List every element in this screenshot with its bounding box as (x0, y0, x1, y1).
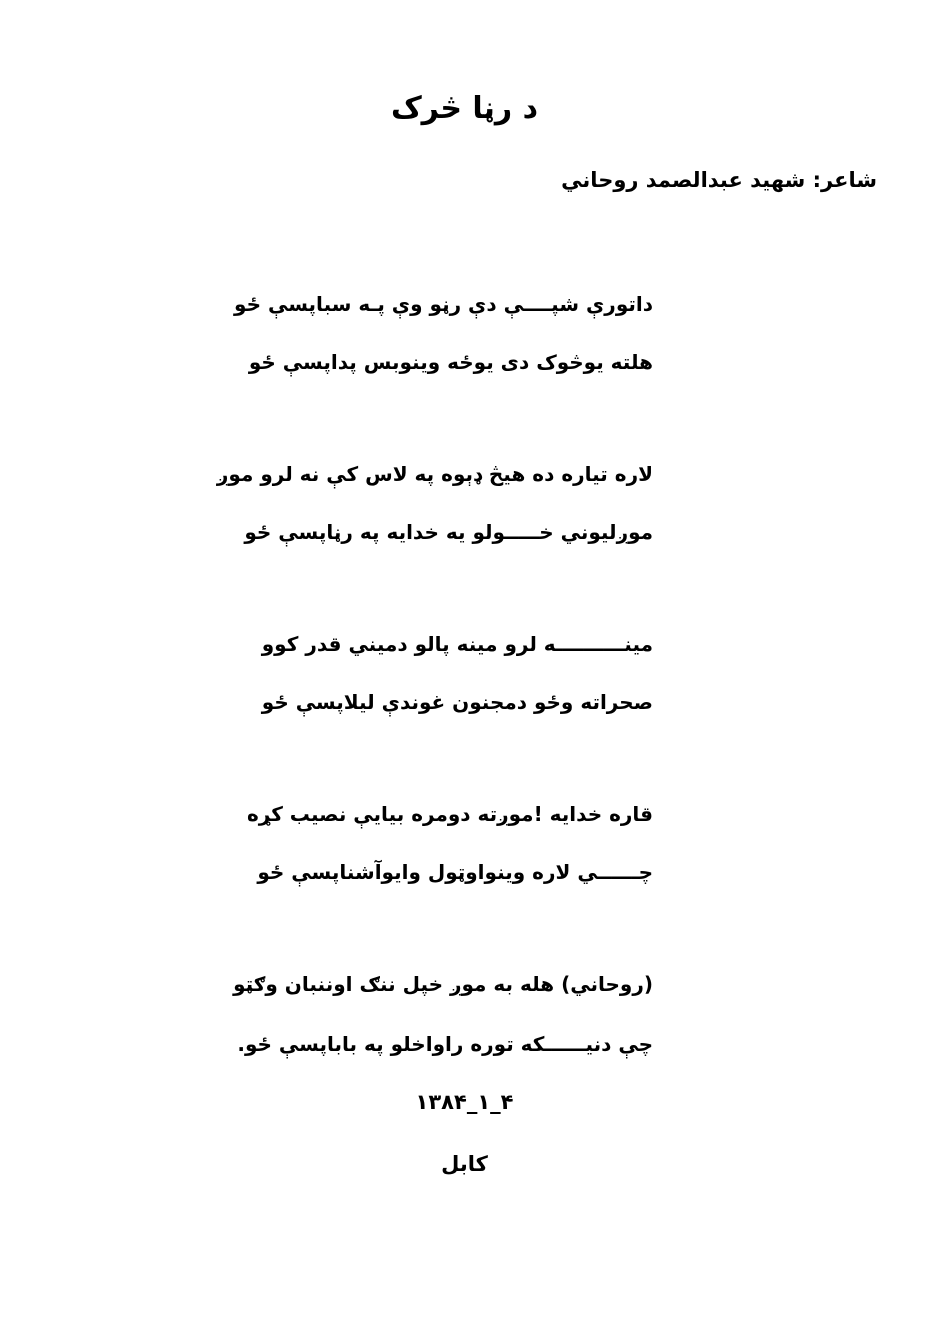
verse-line: صحراته وځو دمجنون غوندې لیلاپسې ځو (261, 690, 653, 714)
poem-title: د رڼا څرک (390, 91, 539, 126)
verse-line: لاره تیاره ده هیڅ ډېوه په لاس کې نه لرو موږ (216, 462, 653, 486)
verse-line: چې دنیــــــکه توره راواخلو په باباپسې ځو. (237, 1032, 653, 1056)
verse-line: مینــــــــــه لرو مینه پالو دمیني قدر کوو (261, 632, 653, 656)
verse-line: هلته یوڅوک دی یوځه وینوبس پداپسې ځو (248, 350, 653, 374)
verse-line: چــــــي لاره وینواوټول وایوآشناپسې ځو (257, 860, 653, 884)
poem-date: ۴_۱_۱۳۸۴ (415, 1090, 514, 1114)
verse-line: (روحاني) هله به موږ خپل ننګ اوننبان وګټو (233, 972, 653, 996)
verse-line: قاره خدایه !موږته دومره بیایې نصیب کړه (246, 802, 653, 826)
verse-line: داتورې شپــــې دې رڼو وې پـه سباپسې ځو (234, 292, 653, 316)
verse-line: موږلیوني خـــــولو یه خدایه په رڼاپسې ځو (244, 520, 653, 544)
poem-place: کابل (441, 1152, 488, 1176)
poet-attribution: شاعر: شهید عبدالصمد روحاني (561, 168, 877, 192)
